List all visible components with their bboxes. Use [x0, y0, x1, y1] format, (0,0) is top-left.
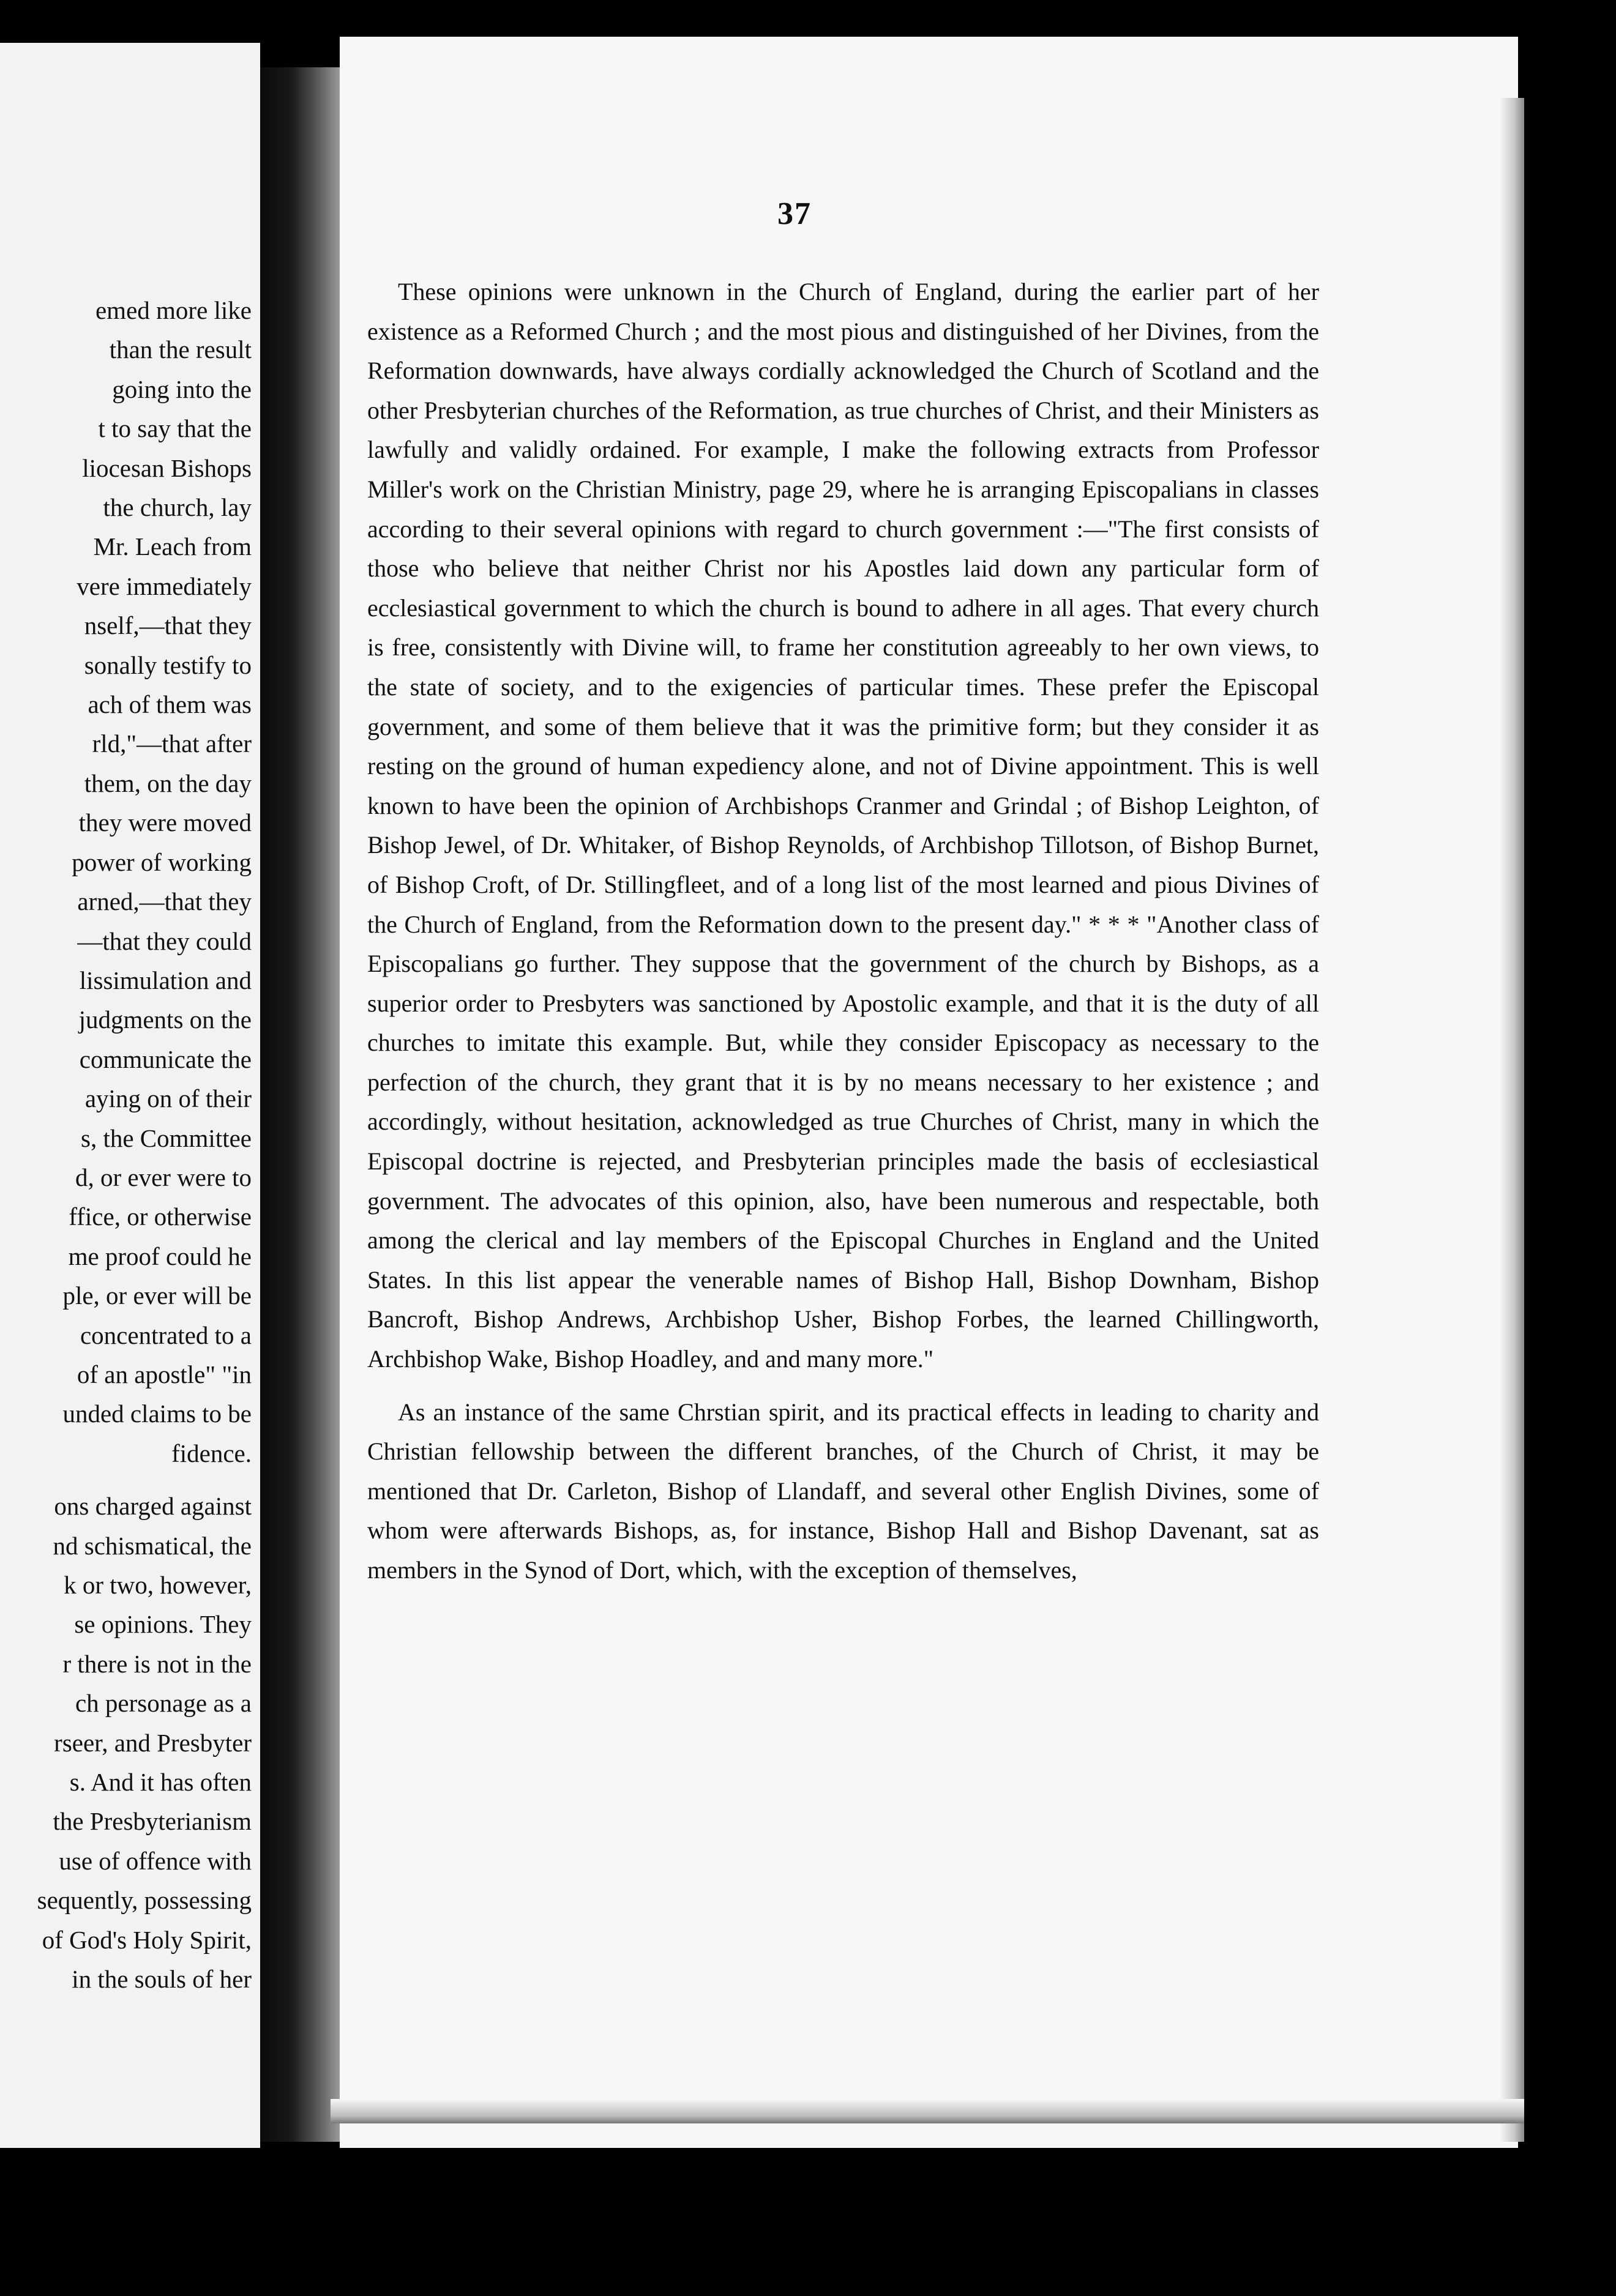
text-line: use of offence with	[59, 1846, 252, 1875]
left-page-text	[0, 291, 252, 1999]
text-line: the Presbyterianism	[53, 1807, 252, 1836]
text-line: nd schismatical, the	[53, 1531, 252, 1560]
text-line: ffice, or otherwise	[69, 1202, 252, 1231]
text-line: sonally testify to	[84, 650, 252, 679]
text-line: s. And it has often	[69, 1768, 252, 1797]
text-line: fidence.	[171, 1439, 252, 1467]
text-line: ch personage as a	[75, 1689, 252, 1718]
text-line: they were moved	[78, 808, 252, 837]
page-edge-bottom	[331, 2099, 1524, 2123]
text-line: judgments on the	[78, 1005, 252, 1034]
text-line: communicate the	[79, 1045, 252, 1073]
text-line: me proof could he	[68, 1242, 252, 1270]
text-line: d, or ever were to	[75, 1163, 252, 1191]
text-line: of an apostle" "in	[77, 1360, 252, 1388]
text-line: rld,"—that after	[92, 729, 252, 758]
left-page-fragment	[0, 43, 260, 2148]
book-gutter	[260, 67, 340, 2142]
text-line: vere immediately	[77, 572, 252, 600]
page-body	[367, 272, 1319, 1590]
text-line: —that they could	[77, 926, 252, 955]
text-line: r there is not in the	[62, 1649, 252, 1678]
text-line: arned,—that they	[77, 887, 252, 916]
text-line: the church, lay	[103, 493, 252, 522]
page-number: 37	[777, 196, 812, 231]
text-line: ons charged against	[54, 1492, 252, 1521]
text-line: nself,—that they	[84, 611, 252, 640]
text-line: in the souls of her	[72, 1965, 252, 1994]
text-line: emed more like	[95, 296, 252, 324]
text-line: liocesan Bishops	[82, 453, 252, 482]
text-line: t to say that the	[98, 414, 252, 443]
text-line: than the result	[109, 335, 252, 364]
text-line: of God's Holy Spirit,	[42, 1925, 252, 1954]
paragraph-gap	[0, 1473, 252, 1486]
text-line: ach of them was	[88, 690, 252, 719]
text-line: them, on the day	[84, 769, 252, 797]
text-line: sequently, possessing	[37, 1886, 252, 1915]
paragraph: These opinions were unknown in the Church of England, during the earlier part of her existence as a Reformed Church ; and the most pious and distinguished of her Divines, from the Reformation downwards, have always cordially acknowledged the Church of Scotland and the other Presbyterian churches of the Reformation, as true churches of Christ, and their Ministers as lawfully and validly ordained. For example, I make the following extracts from Professor Miller's work on the Christian Ministry, page 29, where he is arranging Episcopalians in classes according to their several opinions with regard to church government :—"The first consists of those who believe that neither Christ nor his Apostles laid down any particular form of ecclesiastical government to which the church is bound to adhere in all ages. That every church is free, consistently with Divine will, to frame her constitution agreeably to her own views, to the state of society, and to the exigencies of particular times. These prefer the Episcopal government, and some of them believe that it was the primitive form; but they consider it as resting on the ground of human expediency alone, and not of Divine appointment. This is well known to have been the opinion of Archbishops Cranmer and Grindal ; of Bishop Leighton, of Bishop Jewel, of Dr. Whitaker, of Bishop Reynolds, of Archbishop Tillotson, of Bishop Burnet, of Bishop Croft, of Dr. Stillingfleet, and of a long list of the most learned and pious Divines of the Church of England, from the Reformation down to the present day." * * * "Another class of Episcopalians go further. They suppose that the government of the church by Bishops, as a superior order to Presbyters was sanctioned by Apostolic example, and that it is the duty of all churches to imitate this example. But, while they consider Episcopacy as necessary to the perfection of the church, they grant that it is by no means necessary to her existence ; and accordingly, without hesitation, acknowledged as true Churches of Christ, many in which the Episcopal doctrine is rejected, and Presbyterian principles made the basis of ecclesiastical government. The advocates of this opinion, also, have been numerous and respectable, both among the clerical and lay members of the Episcopal Churches in England and the United States. In this list appear the venerable names of Bishop Hall, Bishop Downham, Bishop Bancroft, Bishop Andrews, Archbishop Usher, Bishop Forbes, the learned Chillingworth, Archbishop Wake, Bishop Hoadley, and and many more."	[367, 278, 1319, 1373]
text-line: lissimulation and	[79, 966, 252, 994]
text-line: unded claims to be	[62, 1400, 252, 1428]
text-line: k or two, however,	[64, 1571, 252, 1599]
text-line: Mr. Leach from	[93, 532, 252, 561]
text-line: power of working	[72, 848, 252, 876]
paragraph: As an instance of the same Chrstian spirit, and its practical effects in leading to charity and Christian fellowship between the different branches, of the Church of Christ, it may be mentioned that Dr. Carleton, Bishop of Llandaff, and several other English Divines, some of whom were afterwards Bishops, as, for instance, Bishop Hall and Bishop Davenant, sat as members in the Synod of Dort, which, with the exception of themselves,	[367, 1398, 1319, 1584]
page-edge-right	[1500, 98, 1524, 2142]
text-line: rseer, and Presbyter	[54, 1728, 252, 1757]
text-line: ple, or ever will be	[62, 1281, 252, 1310]
text-line: se opinions. They	[74, 1610, 252, 1639]
text-line: concentrated to a	[80, 1321, 252, 1349]
text-line: going into the	[112, 375, 252, 403]
text-line: aying on of their	[84, 1084, 252, 1113]
text-line: s, the Committee	[81, 1124, 252, 1152]
